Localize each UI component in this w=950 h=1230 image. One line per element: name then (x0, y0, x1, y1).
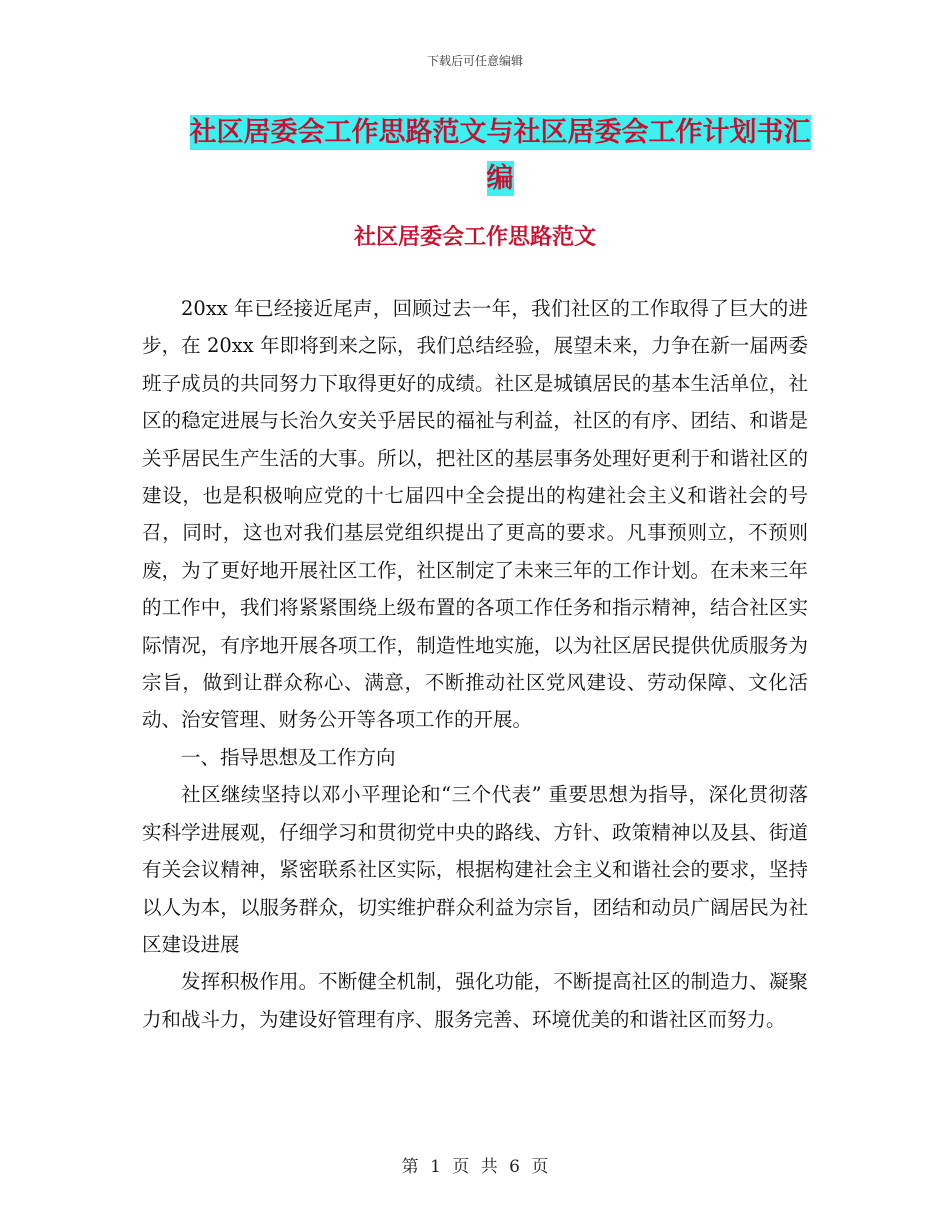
document-body (142, 290, 808, 1038)
section-title: 社区居委会工作思路范文 (353, 225, 596, 250)
document-title (180, 110, 820, 202)
paragraph-guiding-thought: 社区继续坚持以邓小平理论和“三个代表” 重要思想为指导，深化贯彻落实科学进展观，仔细学习和贯彻党中央的路线、方针、政策精神以及县、街道有关会议精神，紧密联系社区实际，根据构建社会主义和谐社会的要求，坚持以人为本，以服务群众，切实维护群众利益为宗旨，团结和动员广阔居民为社区建设进展 (142, 783, 808, 956)
paragraph-intro: 20xx 年已经接近尾声，回顾过去一年，我们社区的工作取得了巨大的进步，在 20xx 年即将到来之际，我们总结经验，展望未来，力争在新一届两委班子成员的共同努力下取得更好的成绩。社区是城镇居民的基本生活单位，社区的稳定进展与长治久安关乎居民的福祉与利益，社区的有序、团结、和谐是关乎居民生产生活的大事。所以，把社区的基层事务处理好更利于和谐社区的建设，也是积极响应党的十七届四中全会提出的构建社会主义和谐社会的号召，同时，这也对我们基层党组织提出了更高的要求。凡事预则立，不预则废，为了更好地开展社区工作，社区制定了未来三年的工作计划。在未来三年的工作中，我们将紧紧围绕上级布置的各项工作任务和指示精神，结合社区实际情况，有序地开展各项工作，制造性地实施，以为社区居民提供优质服务为宗旨，做到让群众称心、满意，不断推动社区党风建设、劳动保障、文化活动、治安管理、财务公开等各项工作的开展。 (142, 297, 808, 732)
header-note: 下载后可任意编辑 (426, 54, 523, 68)
page-footer: 第 1 页 共 6 页 (401, 1157, 549, 1177)
paragraph-mechanism: 发挥积极作用。不断健全机制，强化功能，不断提高社区的制造力、凝聚力和战斗力，为建设好管理有序、服务完善、环境优美的和谐社区而努力。 (142, 970, 808, 1031)
document-title-text: 社区居委会工作思路范文与社区居委会工作计划书汇编 (189, 117, 811, 194)
paragraph-heading-guiding-thought: 一、指导思想及工作方向 (181, 745, 396, 769)
